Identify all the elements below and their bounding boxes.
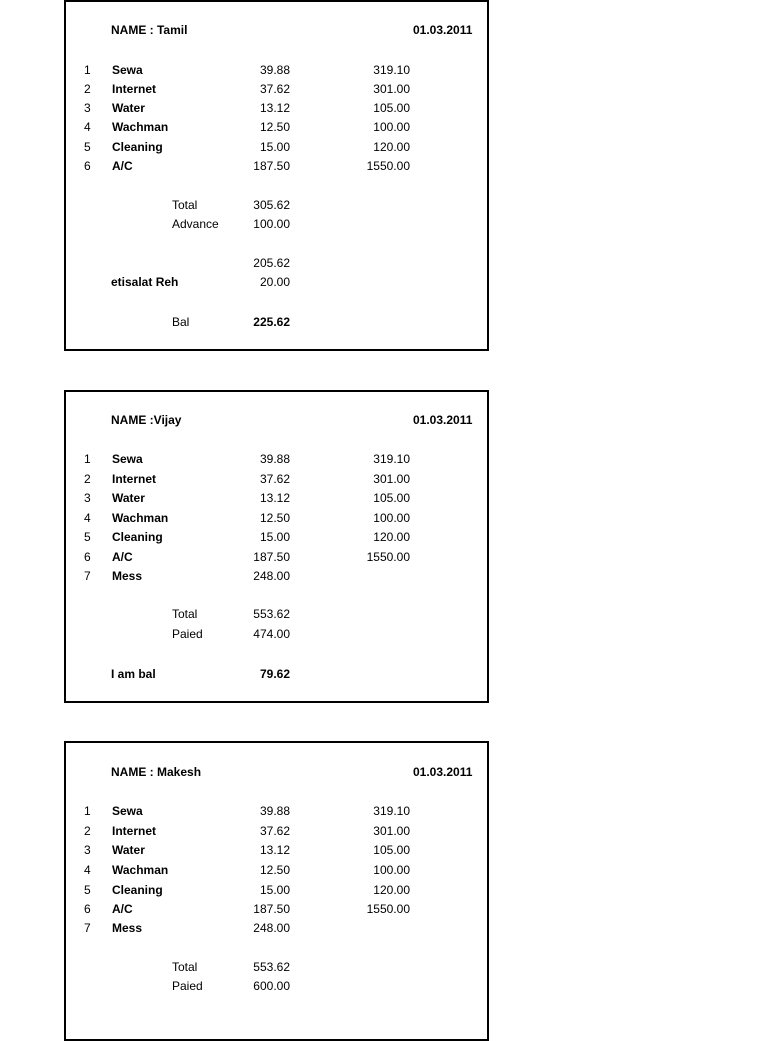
paid-label: Paied (172, 979, 203, 993)
item-share: 187.50 (253, 159, 290, 173)
item-full: 301.00 (373, 472, 410, 486)
item-number: 6 (84, 550, 91, 564)
item-share: 187.50 (253, 550, 290, 564)
item-share: 13.12 (259, 101, 290, 115)
balance-value: 225.62 (253, 315, 290, 329)
item-share: 248.00 (253, 921, 290, 935)
item-share: 187.50 (253, 902, 290, 916)
item-number: 2 (84, 824, 91, 838)
paid-value: 474.00 (253, 627, 290, 641)
item-full: 1550.00 (366, 902, 410, 916)
item-share: 13.12 (259, 491, 290, 505)
item-label: Sewa (112, 63, 143, 77)
item-full: 120.00 (373, 530, 410, 544)
total-value: 553.62 (253, 960, 290, 974)
item-label: Water (112, 843, 145, 857)
bill-card-makesh (64, 741, 489, 1041)
item-share: 39.88 (259, 63, 290, 77)
item-full: 105.00 (373, 491, 410, 505)
item-label: Sewa (112, 452, 143, 466)
item-share: 12.50 (259, 863, 290, 877)
balance-label: I am bal (111, 667, 156, 681)
item-number: 5 (84, 530, 91, 544)
item-share: 37.62 (259, 824, 290, 838)
advance-label: Advance (172, 217, 219, 231)
item-number: 2 (84, 82, 91, 96)
item-full: 120.00 (373, 883, 410, 897)
item-share: 12.50 (259, 511, 290, 525)
item-number: 7 (84, 921, 91, 935)
item-label: Water (112, 491, 145, 505)
item-full: 100.00 (373, 863, 410, 877)
card-date: 01.03.2011 (413, 413, 473, 427)
item-number: 3 (84, 843, 91, 857)
item-label: Wachman (112, 511, 169, 525)
paid-label: Paied (172, 627, 203, 641)
extra-label: etisalat Reh (111, 275, 179, 289)
item-share: 15.00 (259, 140, 290, 154)
item-full: 319.10 (373, 804, 410, 818)
item-label: Sewa (112, 804, 143, 818)
item-label: A/C (112, 902, 133, 916)
subtotal-value: 205.62 (253, 256, 290, 270)
card-name: NAME :Vijay (111, 413, 182, 427)
item-share: 15.00 (259, 530, 290, 544)
item-number: 3 (84, 101, 91, 115)
item-number: 7 (84, 569, 91, 583)
item-number: 4 (84, 120, 91, 134)
item-number: 6 (84, 902, 91, 916)
balance-value: 79.62 (259, 667, 290, 681)
balance-label: Bal (172, 315, 190, 329)
item-number: 2 (84, 472, 91, 486)
item-share: 12.50 (259, 120, 290, 134)
item-full: 301.00 (373, 82, 410, 96)
item-share: 37.62 (259, 82, 290, 96)
total-label: Total (172, 198, 198, 212)
item-share: 39.88 (259, 452, 290, 466)
item-share: 248.00 (253, 569, 290, 583)
item-number: 1 (84, 63, 91, 77)
total-value: 305.62 (253, 198, 290, 212)
item-number: 1 (84, 452, 91, 466)
item-full: 100.00 (373, 120, 410, 134)
item-share: 15.00 (259, 883, 290, 897)
item-full: 319.10 (373, 452, 410, 466)
item-label: Mess (112, 569, 143, 583)
item-share: 13.12 (259, 843, 290, 857)
item-full: 100.00 (373, 511, 410, 525)
item-label: A/C (112, 159, 133, 173)
item-number: 5 (84, 140, 91, 154)
item-full: 1550.00 (366, 159, 410, 173)
item-number: 5 (84, 883, 91, 897)
total-label: Total (172, 960, 198, 974)
item-full: 1550.00 (366, 550, 410, 564)
item-label: Internet (112, 82, 157, 96)
item-label: Cleaning (112, 883, 163, 897)
item-label: Water (112, 101, 145, 115)
item-label: Cleaning (112, 140, 163, 154)
item-share: 39.88 (259, 804, 290, 818)
item-label: Wachman (112, 863, 169, 877)
bill-card-tamil (64, 0, 489, 351)
item-number: 4 (84, 511, 91, 525)
item-full: 301.00 (373, 824, 410, 838)
card-date: 01.03.2011 (413, 765, 473, 779)
item-full: 319.10 (373, 63, 410, 77)
item-label: Wachman (112, 120, 169, 134)
item-label: Cleaning (112, 530, 163, 544)
item-label: Internet (112, 472, 157, 486)
item-number: 3 (84, 491, 91, 505)
total-label: Total (172, 607, 198, 621)
item-label: Mess (112, 921, 143, 935)
item-label: Internet (112, 824, 157, 838)
advance-value: 100.00 (253, 217, 290, 231)
item-share: 37.62 (259, 472, 290, 486)
card-date: 01.03.2011 (413, 23, 473, 37)
item-full: 120.00 (373, 140, 410, 154)
total-value: 553.62 (253, 607, 290, 621)
paid-value: 600.00 (253, 979, 290, 993)
item-number: 4 (84, 863, 91, 877)
item-number: 6 (84, 159, 91, 173)
item-full: 105.00 (373, 101, 410, 115)
item-number: 1 (84, 804, 91, 818)
card-name: NAME : Makesh (111, 765, 202, 779)
extra-value: 20.00 (259, 275, 290, 289)
card-name: NAME : Tamil (111, 23, 188, 37)
item-label: A/C (112, 550, 133, 564)
bill-card-vijay (64, 390, 489, 703)
item-full: 105.00 (373, 843, 410, 857)
